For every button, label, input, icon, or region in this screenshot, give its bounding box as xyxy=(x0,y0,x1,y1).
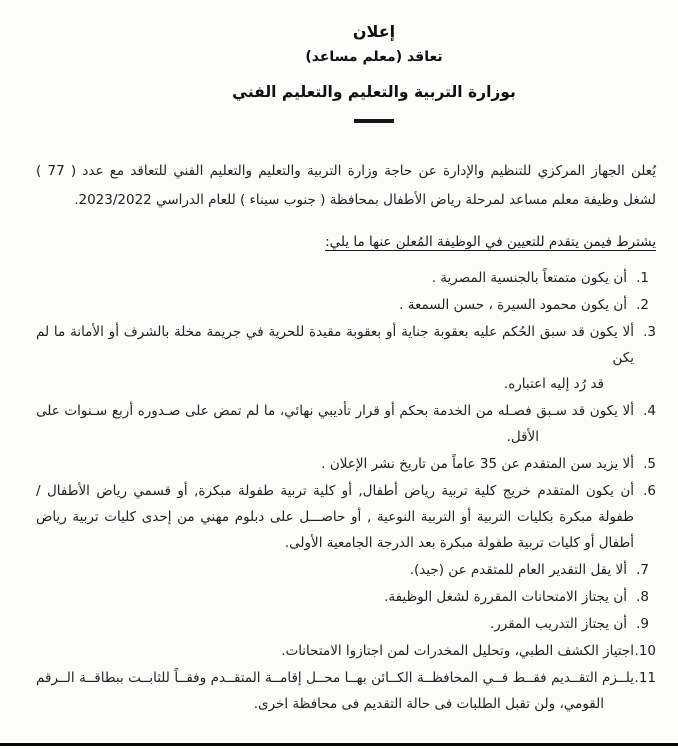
item-number: 7. xyxy=(636,561,649,578)
item-number: 5. xyxy=(643,455,656,472)
item-text-line: ألا يكون قد سـبق فصـله من الخدمة بحكم أو قرار تأديبي نهائي، ما لم تمض على صـدوره أربع سـنوات على xyxy=(36,402,634,419)
item-text-line: الأقل. xyxy=(506,428,539,445)
requirement-item-3 xyxy=(36,319,656,397)
item-number: 2. xyxy=(636,296,649,313)
item-text: ألا يقل التقدير العام للمتقدم عن (جيد). xyxy=(409,561,627,578)
requirement-item-8 xyxy=(36,584,656,610)
item-text xyxy=(36,319,634,397)
requirement-item-6 xyxy=(36,478,656,556)
requirement-item-7 xyxy=(36,557,656,583)
item-text-line: القومي، ولن تقبل الطلبات فى حالة التقديم فى محافظة اخرى. xyxy=(253,695,604,712)
item-text: أن يجتاز الامتحانات المقررة لشغل الوظيفة. xyxy=(384,588,627,605)
item-number: 6. xyxy=(643,482,656,499)
item-text-line: قد رُد إليه اعتباره. xyxy=(503,375,604,392)
item-number: 10. xyxy=(634,642,656,659)
requirement-item-2 xyxy=(36,292,656,318)
header-divider xyxy=(354,119,394,123)
item-number: 1. xyxy=(636,269,649,286)
requirements-list xyxy=(36,265,656,717)
item-text-line: ألا يكون قد سبق الحُكم عليه بعقوبة جناية أو بعقوبة مقيدة للحرية في جريمة مخلة بالشرف أو الأمانة ما لم يكن xyxy=(36,323,634,366)
requirement-item-11 xyxy=(36,665,656,717)
item-number: 3. xyxy=(643,323,656,340)
item-text-line: يلــزم التقــديم فقــط فــي المحافظــة الكــائن بهــا محــل إقامــة المتقــدم وفقــاً للثابــت ببطاقــة الــرقم xyxy=(36,669,634,686)
item-text: أن يجتاز التدريب المقرر. xyxy=(489,615,627,632)
ministry-line: بوزارة التربية والتعليم والتعليم الفني xyxy=(232,83,516,101)
page-title: إعلان xyxy=(352,22,396,41)
item-number: 4. xyxy=(643,402,656,419)
item-text: اجتياز الكشف الطبي، وتحليل المخدرات لمن اجتازوا الامتحانات. xyxy=(281,642,634,659)
item-text: أن يكون محمود السيرة ، حسن السمعة . xyxy=(399,296,627,313)
item-number: 9. xyxy=(636,615,649,632)
item-number: 8. xyxy=(636,588,649,605)
requirement-item-4 xyxy=(36,398,656,450)
requirement-item-5 xyxy=(36,451,656,477)
item-text xyxy=(36,398,634,450)
item-text xyxy=(36,665,634,717)
document-header xyxy=(92,22,656,123)
intro-paragraph: يُعلن الجهاز المركزي للتنظيم والإدارة عن حاجة وزارة التربية والتعليم والتعليم الفني للتعاقد مع عدد ( 77 ) لشغل وظيفة معلم مساعد لمرحلة رياض الأطفال بمحافظة ( جنوب سيناء ) للعام الدراسي 2023/2022. xyxy=(36,163,656,208)
item-text: أن يكون متمتعاً بالجنسية المصرية . xyxy=(431,269,627,286)
contract-subtitle: تعاقد (معلم مساعد) xyxy=(305,49,443,65)
item-text: أن يكون المتقدم خريج كلية تربية رياض أطفال, أو كلية تربية طفولة مبكرة, أو قسمي رياض الأطفال / طفولة مبكرة بكليات التربية أو التربية النوعية , أو حاصـــل على دبلوم مهني من إحدى كليات تربية رياض أطفال أو كليات تربية طفولة مبكرة بعد الدرجة الجامعية الأولى. xyxy=(36,482,634,551)
requirement-item-10 xyxy=(36,638,656,664)
requirement-item-1 xyxy=(36,265,656,291)
scan-bottom-edge xyxy=(0,743,678,746)
requirement-item-9 xyxy=(36,611,656,637)
requirements-heading: يشترط فيمن يتقدم للتعيين في الوظيفة المُعلن عنها ما يلي: xyxy=(325,233,656,250)
item-text: ألا يزيد سن المتقدم عن 35 عاماً من تاريخ نشر الإعلان . xyxy=(321,455,634,472)
item-number: 11. xyxy=(634,669,656,686)
